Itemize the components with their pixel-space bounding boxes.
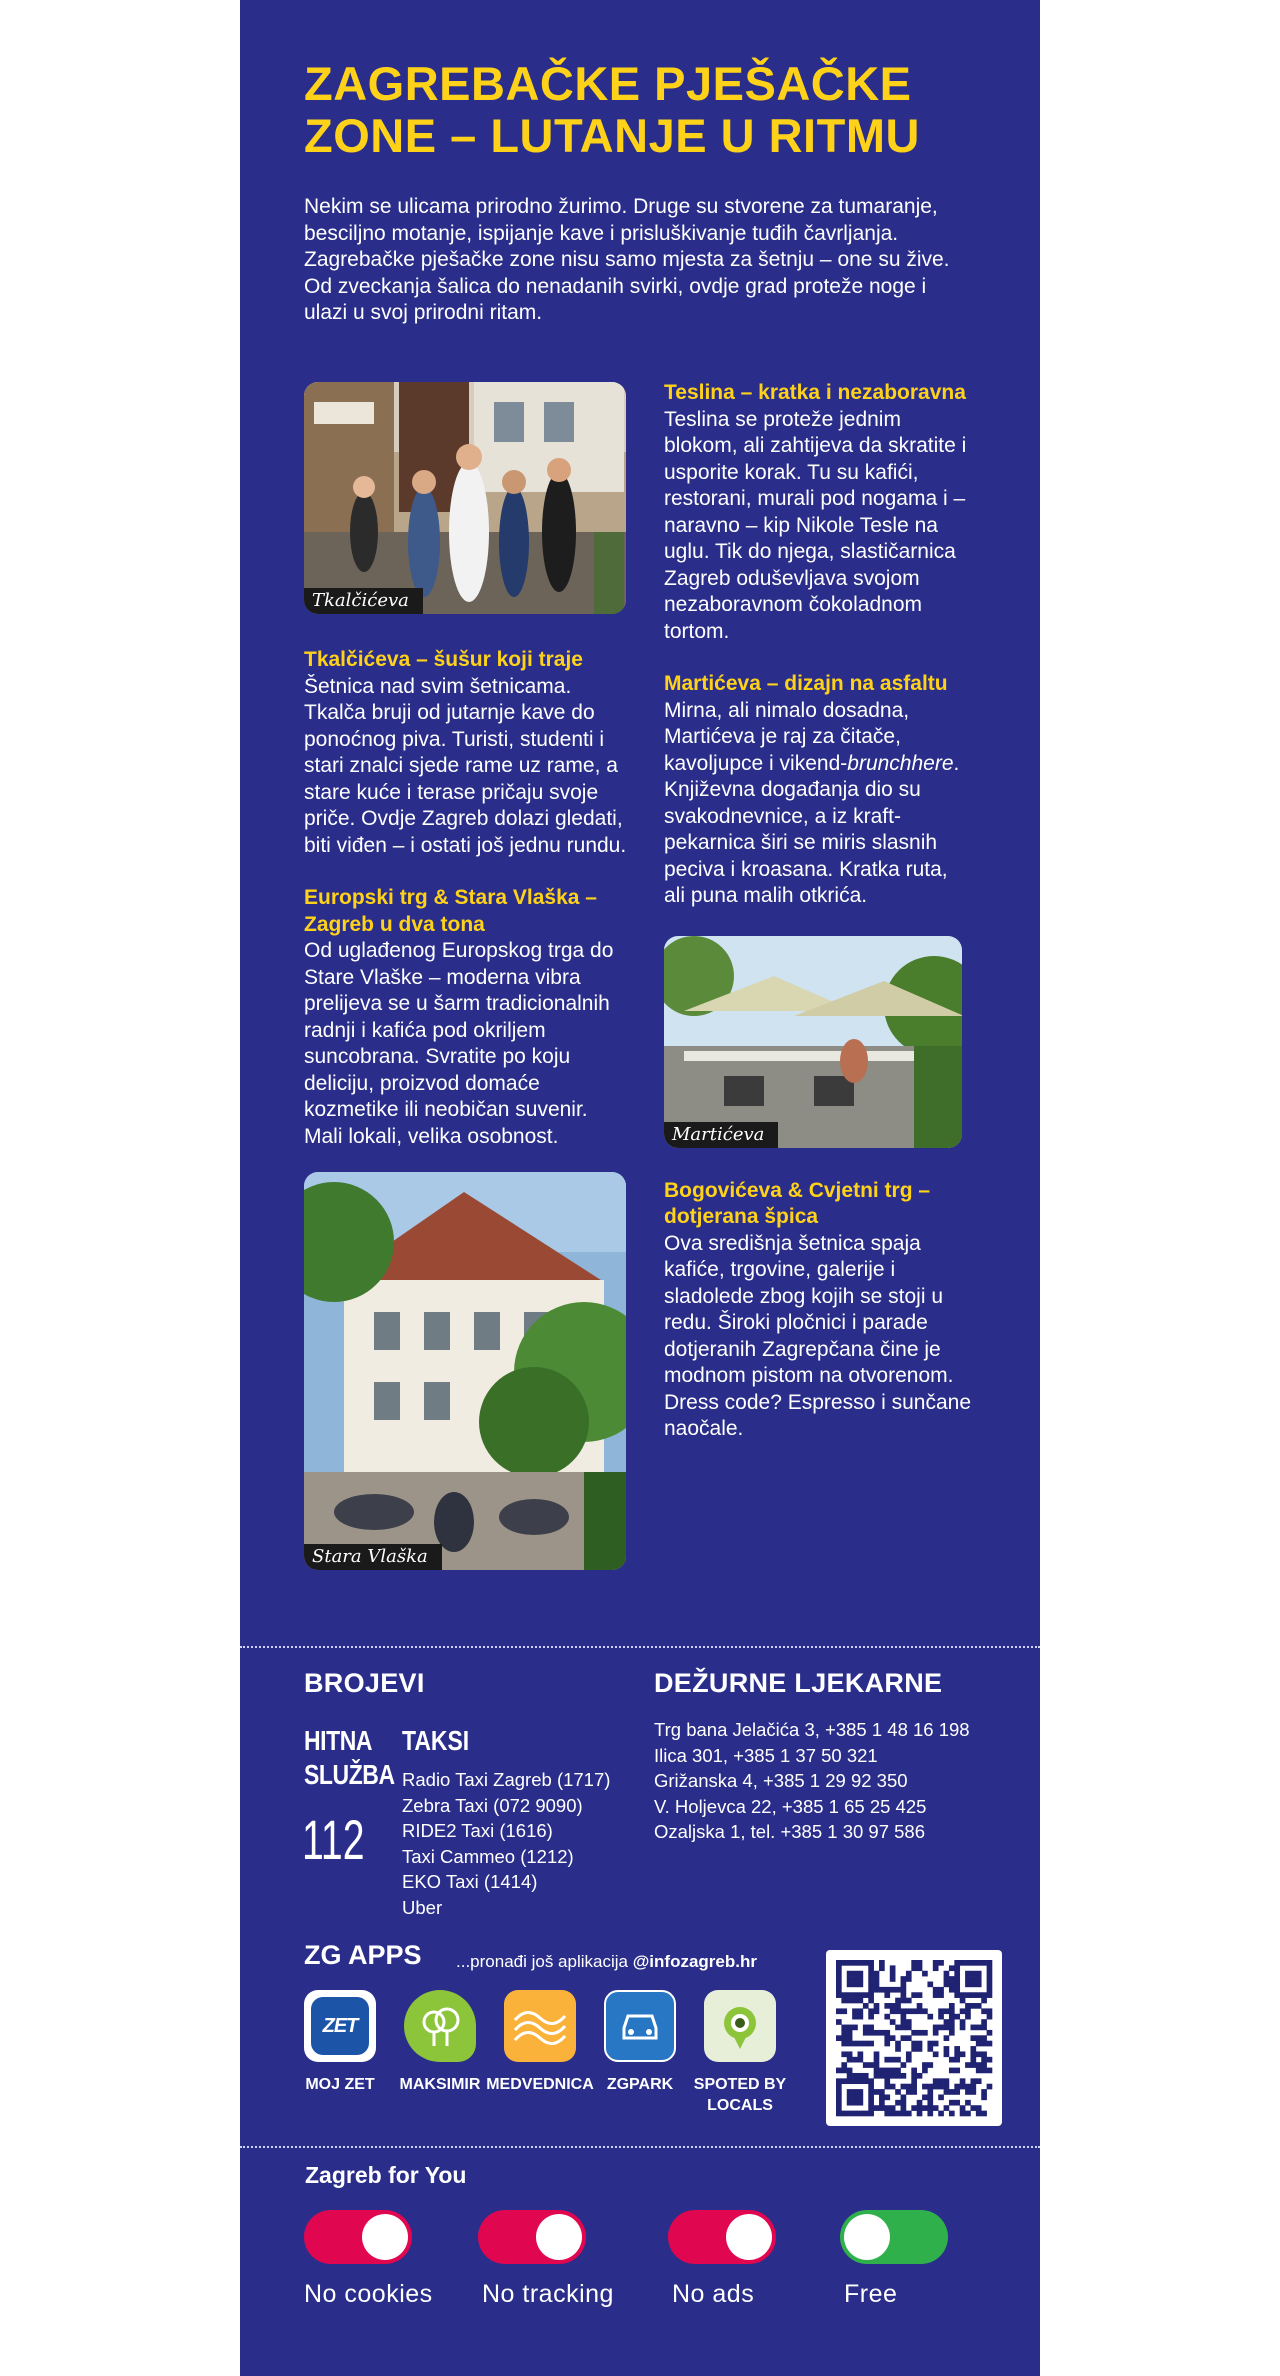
section-teslina	[664, 380, 974, 645]
section-heading: Europski trg & Stara Vlaška – Zagreb u dva tona	[304, 886, 597, 936]
marticeva-terrace-image	[664, 936, 962, 1148]
section-heading: Bogovićeva & Cvjetni trg – dotjerana špica	[664, 1178, 931, 1228]
photo-caption: Tkalčićeva	[304, 588, 423, 614]
list-item: Grižanska 4, +385 1 29 92 350	[654, 1770, 908, 1791]
app-maksimir[interactable]	[385, 1990, 495, 2095]
emphasis-brunch: brunchhere	[847, 751, 954, 775]
section-text: Teslina se proteže jednim blokom, ali zahtijeva da skratite i usporite korak. Tu su kafići, restorani, murali pod nogama i – naravno – kip Nikole Tesle na uglu. Tik do njega, slastičarnica Zagreb oduševljava svojom nezaboravnom čokoladnom tortom.	[664, 407, 967, 643]
section-text: Ova središnja šetnica spaja kafiće, trgovine, galerije i sladolede zbog kojih se stoji u redu. Široki pločnici i parade dotjeranih Zagrepčana čine je modnom pistom na otvorenom. Dress code? Espresso i sunčane naočale.	[664, 1231, 971, 1440]
taksi-label: TAKSI	[402, 1725, 470, 1756]
photo-tkalciceva	[304, 382, 626, 614]
list-item: Uber	[402, 1896, 443, 1918]
section-heading: Teslina – kratka i nezaboravna	[664, 381, 966, 404]
taksi-list	[402, 1767, 610, 1920]
app-medvednica[interactable]	[485, 1990, 595, 2095]
toggle-no-tracking[interactable]	[478, 2210, 586, 2264]
toggle-knob	[362, 2214, 408, 2260]
section-text: Od uglađenog Europskog trga do Stare Vlaške – moderna vibra prelijeva se u šarm tradicionalnih radnji i kafića pod okriljem suncobrana. Svratite po koju deliciju, proizvod domaće kozmetike ili neobičan suvenir. Mali lokali, velika osobnost.	[304, 939, 614, 1148]
ljekarne-list	[654, 1717, 1024, 1845]
list-item: EKO Taxi (1414)	[402, 1871, 538, 1892]
toggle-label: No cookies	[304, 2280, 433, 2308]
zagreb-for-you-heading: Zagreb for You	[305, 2162, 467, 2188]
toggle-label: No tracking	[482, 2280, 614, 2308]
apps-heading: ZG APPS	[304, 1940, 422, 1970]
zgpark-icon	[604, 1990, 676, 2062]
left-column	[304, 382, 630, 1570]
app-label: MAKSIMIR	[399, 2076, 481, 2093]
medvednica-icon	[504, 1990, 576, 2062]
section-text: Šetnica nad svim šetnicama. Tkalča bruji od jutarnje kave do ponoćnog piva. Turisti, studenti i stari znalci sjede rame uz rame, a stare kuće i terase pričaju svoje priče. Ovdje Zagreb dolazi gledati, biti viđen – i ostati još jednu rundu.	[304, 674, 627, 857]
page-title: ZAGREBAČKE PJEŠAČKE ZONE – LUTANJE U RITMU	[304, 57, 920, 162]
ljekarne-heading: DEŽURNE LJEKARNE	[654, 1668, 943, 1698]
app-label: MEDVEDNICA	[486, 2076, 594, 2093]
toggle-knob	[844, 2214, 890, 2260]
stara-vlaska-street-image	[304, 1172, 626, 1570]
section-bogoviceva	[664, 1178, 974, 1443]
hitna-label: HITNA SLUŽBA	[304, 1725, 395, 1790]
app-zgpark[interactable]	[585, 1990, 695, 2095]
toggle-label: No ads	[672, 2280, 755, 2308]
qr-code-image	[826, 1950, 1002, 2126]
spotted-by-locals-icon	[704, 1990, 776, 2062]
photo-marticeva	[664, 936, 962, 1148]
divider	[240, 2146, 1040, 2148]
section-marticeva	[664, 671, 974, 910]
app-label: SPOTED BY LOCALS	[693, 2076, 787, 2114]
list-item: V. Holjevca 22, +385 1 65 25 425	[654, 1795, 927, 1817]
app-spotted-by-locals[interactable]	[685, 1990, 795, 2116]
apps-note: ...pronađi još aplikacija @infozagreb.hr	[456, 1952, 757, 1971]
list-item: Radio Taxi Zagreb (1717)	[402, 1769, 611, 1790]
section-heading: Tkalčićeva – šušur koji traje	[304, 648, 583, 671]
toggle-knob	[536, 2214, 582, 2260]
toggle-knob	[726, 2214, 772, 2260]
section-tkalciceva	[304, 647, 630, 859]
list-item: Taxi Cammeo (1212)	[402, 1845, 574, 1867]
section-europski-trg	[304, 885, 630, 1150]
list-item: RIDE2 Taxi (1616)	[402, 1820, 553, 1841]
photo-stara-vlaska	[304, 1172, 626, 1570]
list-item: Ozaljska 1, tel. +385 1 30 97 586	[654, 1821, 926, 1842]
list-item: Zebra Taxi (072 9090)	[402, 1794, 583, 1816]
tkalciceva-street-image	[304, 382, 626, 614]
toggle-label: Free	[844, 2280, 898, 2308]
hitna-number: 112	[302, 1808, 365, 1871]
app-label: MOJ ZET	[305, 2076, 375, 2093]
list-item: Ilica 301, +385 1 37 50 321	[654, 1744, 878, 1766]
toggle-no-cookies[interactable]	[304, 2210, 412, 2264]
list-item: Trg bana Jelačića 3, +385 1 48 16 198	[654, 1719, 970, 1740]
app-moj-zet[interactable]	[285, 1990, 395, 2095]
brochure-panel	[240, 0, 1040, 2376]
section-text: Mirna, ali nimalo dosadna, Martićeva je raj za čitače, kavoljupce i vikend-brunchhere. Književna događanja dio su svakodnevnice, a iz kraft-pekarnica širi se miris slasnih peciva i kroasana. Kratka ruta, ali puna malih otkrića.	[664, 698, 960, 907]
app-label: ZGPARK	[606, 2076, 674, 2093]
photo-caption: Martićeva	[664, 1122, 778, 1148]
brojevi-heading: BROJEVI	[304, 1668, 425, 1698]
qr-code[interactable]	[826, 1950, 1002, 2126]
photo-caption: Stara Vlaška	[304, 1544, 442, 1570]
infozagreb-handle[interactable]: @infozagreb.hr	[632, 1952, 757, 1971]
intro-paragraph: Nekim se ulicama prirodno žurimo. Druge su stvorene za tumaranje, besciljno motanje, ispijanje kave i prisluškivanje tuđih čavrljanja. Zagrebačke pješačke zone nisu samo mjesta za šetnju – one su žive. Od zveckanja šalica do nenadanih svirki, ovdje grad proteže noge i ulazi u svoj prirodni ritam.	[304, 195, 950, 324]
toggle-free[interactable]	[840, 2210, 948, 2264]
maksimir-icon	[404, 1990, 476, 2062]
divider	[240, 1646, 1040, 1648]
right-column	[664, 380, 974, 1443]
section-heading: Martićeva – dizajn na asfaltu	[664, 672, 948, 695]
toggle-no-ads[interactable]	[668, 2210, 776, 2264]
zet-icon: ZET	[304, 1990, 376, 2062]
